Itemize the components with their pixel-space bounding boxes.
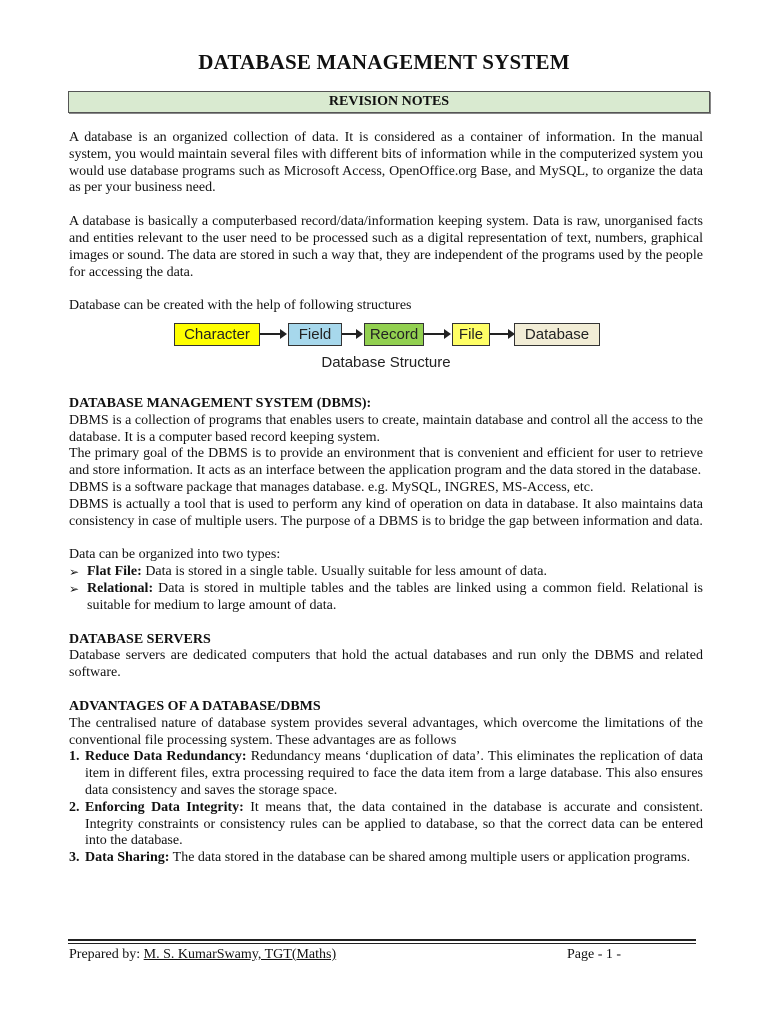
page-title: DATABASE MANAGEMENT SYSTEM — [198, 50, 570, 74]
list-item-term: Flat File: — [87, 564, 142, 580]
list-item — [69, 800, 703, 850]
section-heading-dbms: DATABASE MANAGEMENT SYSTEM (DBMS): — [69, 396, 372, 411]
page-footer — [69, 947, 629, 963]
author-name: M. S. KumarSwamy, TGT(Maths) — [143, 947, 337, 962]
section-heading-servers: DATABASE SERVERS — [69, 631, 211, 647]
list-item-text: Redundancy means ‘duplication of data’. This eliminates the replication of data item in different files, extra processing required to face the data item from a large database. This also ensures data consistency and saves the storage space. — [85, 749, 704, 798]
list-number: 3. — [69, 850, 80, 866]
list-item-text: The data stored in the database can be shared among multiple users or application programs. — [172, 850, 691, 866]
advantages-intro: The centralised nature of database system provides several advantages, which overcome the limitations of the conventional file processing system. These advantages are as follows — [69, 715, 703, 748]
list-number: 2. — [69, 799, 80, 815]
diagram-box-database: Database — [514, 323, 600, 346]
diagram-caption: Database Structure — [321, 354, 451, 371]
list-item — [69, 581, 703, 615]
intro-paragraph: Database can be created with the help of following structures — [69, 298, 412, 314]
list-item-text: Data is stored in multiple tables and the tables are linked using a common field. Relational is suitable for medium to large amount of data. — [87, 580, 703, 613]
dbms-paragraph: The primary goal of the DBMS is to provide an environment that is convenient and efficient for user to retrieve and store information. It acts as an interface between the application program and the data stored in the database. — [69, 446, 703, 479]
list-item-term: Data Sharing: — [85, 850, 170, 866]
arrow-bullet-icon: ➢ — [69, 565, 80, 580]
list-item-text: Data is stored in a single table. Usually suitable for less amount of data. — [145, 564, 547, 580]
prepared-by-label: Prepared by: — [69, 947, 141, 962]
database-structure-diagram — [174, 322, 604, 378]
intro-paragraph: A database is basically a computerbased record/data/information keeping system. Data is raw, unorganised facts and entities relevant to the user need to be processed such as a digital representation of text, numbers, graphical images or sound. The data are stored in such a way that, they are independent of the programs used by the people for accessing the data. — [69, 214, 703, 280]
section-heading-advantages: ADVANTAGES OF A DATABASE/DBMS — [69, 698, 321, 714]
arrow-icon — [424, 326, 452, 342]
dbms-paragraph: DBMS is a collection of programs that enables users to create, maintain database and control all the access to the database. It is a computer based record keeping system. — [69, 412, 703, 445]
list-item-term: Reduce Data Redundancy: — [85, 749, 247, 765]
servers-paragraph: Database servers are dedicated computers that hold the actual databases and run only the DBMS and related software. — [69, 648, 703, 681]
revision-notes-banner: REVISION NOTES — [68, 91, 710, 113]
list-item-text: It means that, the data contained in the database is accurate and consistent. Integrity constraints or consistency rules can be applied to database, so that the correct data can be entered into the database. — [85, 799, 703, 849]
diagram-box-field: Field — [288, 323, 342, 346]
arrow-icon — [260, 326, 288, 342]
list-item — [69, 564, 703, 581]
list-item-term: Enforcing Data Integrity: — [85, 799, 244, 815]
arrow-icon — [490, 326, 516, 342]
list-item-term: Relational: — [87, 580, 154, 596]
dbms-paragraph: DBMS is actually a tool that is used to perform any kind of operation on data in database. It also maintains data consistency in case of multiple users. The purpose of a DBMS is to bridge the gap between information and data. — [69, 496, 703, 529]
dbms-paragraph: DBMS is a software package that manages database. e.g. MySQL, INGRES, MS-Access, etc. — [69, 479, 594, 495]
list-number: 1. — [69, 749, 80, 765]
footer-divider — [68, 939, 696, 941]
intro-section — [69, 130, 703, 315]
arrow-icon — [342, 326, 364, 342]
page-number: Page - 1 - — [567, 947, 622, 962]
diagram-box-character: Character — [174, 323, 260, 346]
types-intro: Data can be organized into two types: — [69, 547, 281, 563]
footer-divider — [68, 943, 696, 944]
diagram-box-record: Record — [364, 323, 424, 346]
diagram-box-file: File — [452, 323, 490, 346]
main-body — [69, 396, 703, 867]
list-item — [69, 850, 703, 867]
list-item — [69, 749, 703, 799]
arrow-bullet-icon: ➢ — [69, 581, 80, 596]
intro-paragraph: A database is an organized collection of data. It is considered as a container of information. In the manual system, you would maintain several files with different bits of information while in the computerized system you would use database programs such as Microsoft Access, OpenOffice.org Base, and MySQL, to organize the data as per your business need. — [69, 130, 703, 196]
